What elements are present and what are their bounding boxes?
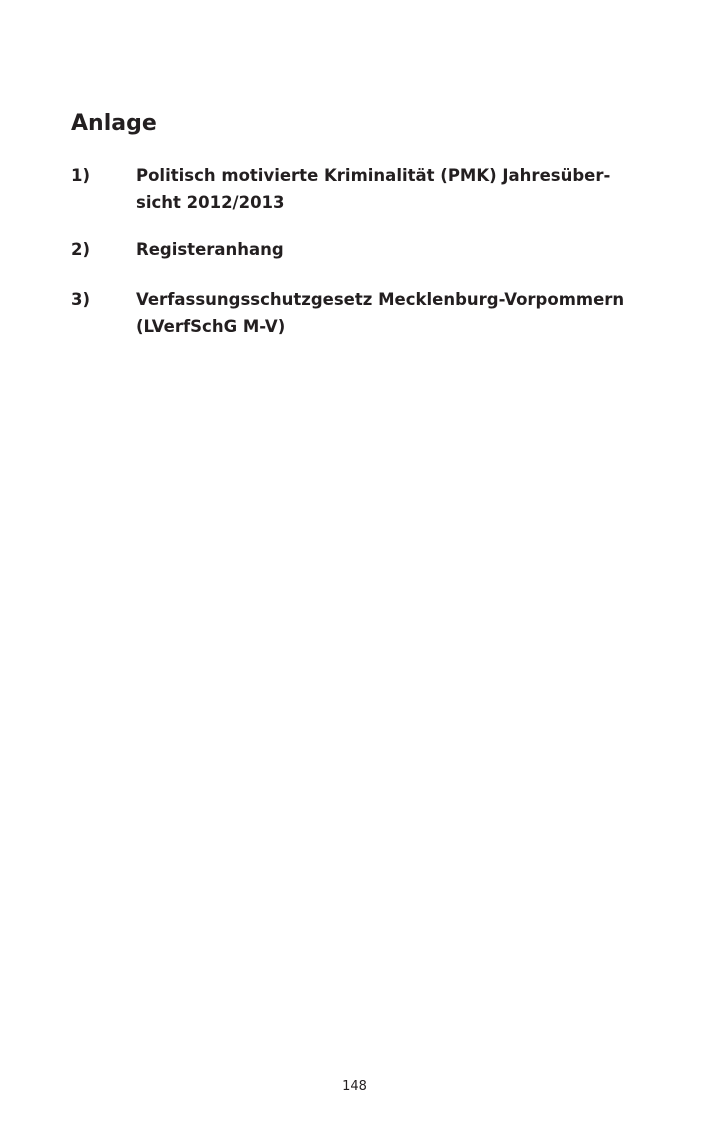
list-item-text [136,236,641,263]
list-item-number: 3) [71,290,91,309]
list-item-line: Verfassungsschutzgesetz Mecklenburg-Vorpommern [136,290,625,309]
list-item-line: Politisch motivierte Kriminalität (PMK) Jahresüber- [136,166,611,185]
list-item-line: Registeranhang [136,240,284,259]
list-item-line: sicht 2012/2013 [136,193,285,212]
page-number: 148 [342,1079,367,1094]
list-item-text [136,162,641,216]
list-item-line: (LVerfSchG M-V) [136,317,286,336]
list-item-number: 2) [71,240,91,259]
list-item-text [136,286,641,340]
page-heading: Anlage [71,111,157,136]
list-item-number: 1) [71,166,91,185]
